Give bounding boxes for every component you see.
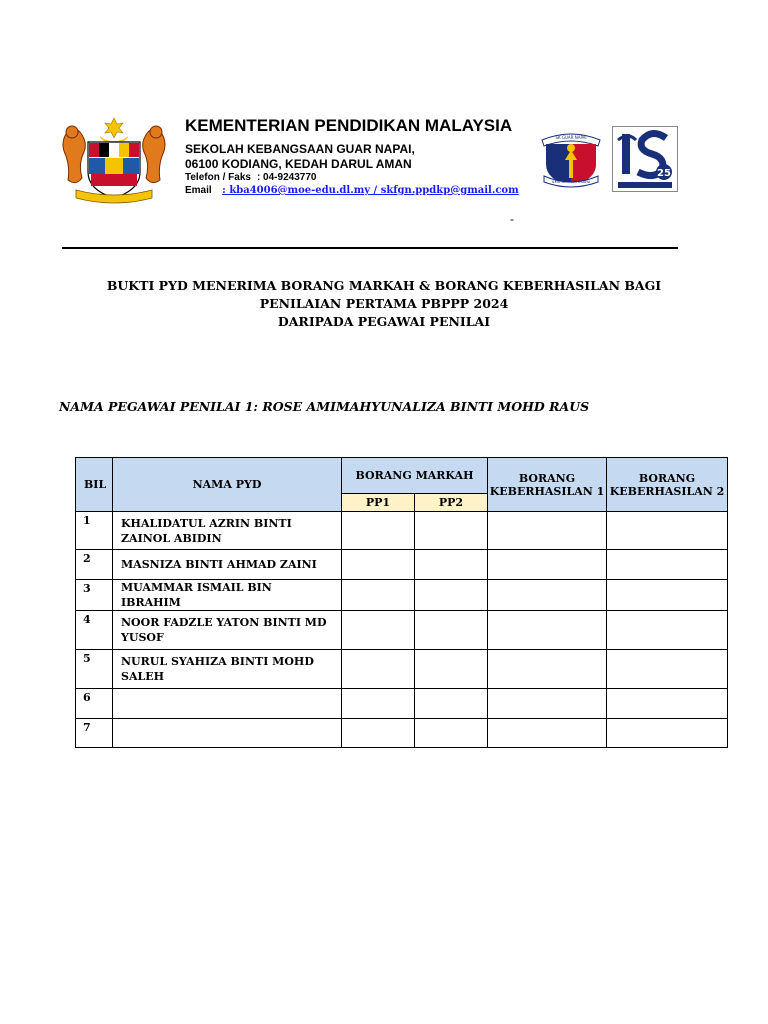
ks-logo-number: 25 bbox=[657, 168, 671, 179]
row-number: 5 bbox=[76, 650, 113, 689]
title-line-3: DARIPADA PEGAWAI PENILAI bbox=[277, 314, 491, 329]
keberhasilan-1-cell[interactable] bbox=[488, 580, 607, 611]
email-links[interactable]: : kba4006@moe-edu.dl.my / skfgn.ppdkp@gmail.com bbox=[222, 185, 519, 196]
pp2-cell[interactable] bbox=[415, 550, 488, 580]
pp1-cell[interactable] bbox=[342, 689, 415, 719]
row-number: 4 bbox=[76, 611, 113, 650]
pp1-cell[interactable] bbox=[342, 580, 415, 611]
row-number: 3 bbox=[76, 580, 113, 611]
keberhasilan-1-cell[interactable] bbox=[488, 650, 607, 689]
row-number: 2 bbox=[76, 550, 113, 580]
keberhasilan-2-cell[interactable] bbox=[607, 580, 728, 611]
table-row bbox=[76, 611, 728, 650]
keberhasilan-1-cell[interactable] bbox=[488, 512, 607, 550]
pp1-cell[interactable] bbox=[342, 719, 415, 748]
keberhasilan-1-cell[interactable] bbox=[488, 689, 607, 719]
row-number: 1 bbox=[76, 512, 113, 550]
table-row bbox=[76, 689, 728, 719]
pyd-name: KHALIDATUL AZRIN BINTI ZAINOL ABIDIN bbox=[113, 512, 342, 550]
pp1-cell[interactable] bbox=[342, 650, 415, 689]
pp1-cell[interactable] bbox=[342, 550, 415, 580]
row-number: 6 bbox=[76, 689, 113, 719]
phone-label: Telefon / Faks bbox=[185, 172, 251, 183]
header-keberhasilan-2: BORANG KEBERHASILAN 2 bbox=[607, 458, 728, 512]
pyd-name bbox=[113, 689, 342, 719]
dash-mark: - bbox=[510, 212, 514, 226]
school-name: SEKOLAH KEBANGSAAN GUAR NAPAI, bbox=[185, 142, 415, 156]
email-label: Email bbox=[185, 185, 212, 196]
phone-line bbox=[185, 172, 316, 183]
table-row bbox=[76, 650, 728, 689]
pp2-cell[interactable] bbox=[415, 719, 488, 748]
title-line-2: PENILAIAN PERTAMA PBPPP 2024 bbox=[259, 296, 509, 311]
keberhasilan-2-cell[interactable] bbox=[607, 689, 728, 719]
email-line bbox=[185, 185, 519, 196]
header-divider bbox=[62, 247, 678, 249]
title-line-1: BUKTI PYD MENERIMA BORANG MARKAH & BORANG KEBERHASILAN BAGI bbox=[106, 278, 662, 293]
pyd-name: MASNIZA BINTI AHMAD ZAINI bbox=[113, 550, 342, 580]
pp2-cell[interactable] bbox=[415, 580, 488, 611]
keberhasilan-1-cell[interactable] bbox=[488, 719, 607, 748]
pp2-cell[interactable] bbox=[415, 650, 488, 689]
header-borang-markah: BORANG MARKAH bbox=[342, 458, 488, 494]
school-address: 06100 KODIANG, KEDAH DARUL AMAN bbox=[185, 157, 412, 171]
header-pp1: PP1 bbox=[342, 494, 415, 512]
header-keberhasilan-1: BORANG KEBERHASILAN 1 bbox=[488, 458, 607, 512]
ministry-name: KEMENTERIAN PENDIDIKAN MALAYSIA bbox=[185, 116, 513, 135]
pp2-cell[interactable] bbox=[415, 512, 488, 550]
table-row bbox=[76, 550, 728, 580]
phone-value: : 04-9243770 bbox=[256, 172, 317, 183]
keberhasilan-1-cell[interactable] bbox=[488, 611, 607, 650]
table-row bbox=[76, 512, 728, 550]
header-nama-pyd: NAMA PYD bbox=[113, 458, 342, 512]
table-row bbox=[76, 580, 728, 611]
school-logo-banner: SK GUAR NAPAI bbox=[555, 135, 587, 140]
table-row bbox=[76, 719, 728, 748]
pp1-cell[interactable] bbox=[342, 512, 415, 550]
row-number: 7 bbox=[76, 719, 113, 748]
keberhasilan-1-cell[interactable] bbox=[488, 550, 607, 580]
pyd-name: NURUL SYAHIZA BINTI MOHD SALEH bbox=[113, 650, 342, 689]
pp2-cell[interactable] bbox=[415, 611, 488, 650]
header-bil: BIL bbox=[76, 458, 113, 512]
pp1-cell[interactable] bbox=[342, 611, 415, 650]
keberhasilan-2-cell[interactable] bbox=[607, 611, 728, 650]
keberhasilan-2-cell[interactable] bbox=[607, 650, 728, 689]
pyd-name: NOOR FADZLE YATON BINTI MD YUSOF bbox=[113, 611, 342, 650]
header-pp2: PP2 bbox=[415, 494, 488, 512]
school-logo-icon bbox=[538, 126, 604, 190]
keberhasilan-2-cell[interactable] bbox=[607, 550, 728, 580]
assessor-name: NAMA PEGAWAI PENILAI 1: ROSE AMIMAHYUNALIZA BINTI MOHD RAUS bbox=[59, 399, 590, 414]
pyd-table bbox=[75, 457, 728, 748]
pyd-name: MUAMMAR ISMAIL BIN IBRAHIM bbox=[113, 580, 342, 611]
pyd-name bbox=[113, 719, 342, 748]
school-logo-motto: ILMU DISIPLIN USAHA bbox=[551, 180, 591, 184]
anniversary-logo-icon bbox=[612, 126, 678, 192]
malaysia-crest-icon bbox=[58, 114, 170, 206]
keberhasilan-2-cell[interactable] bbox=[607, 512, 728, 550]
keberhasilan-2-cell[interactable] bbox=[607, 719, 728, 748]
pp2-cell[interactable] bbox=[415, 689, 488, 719]
